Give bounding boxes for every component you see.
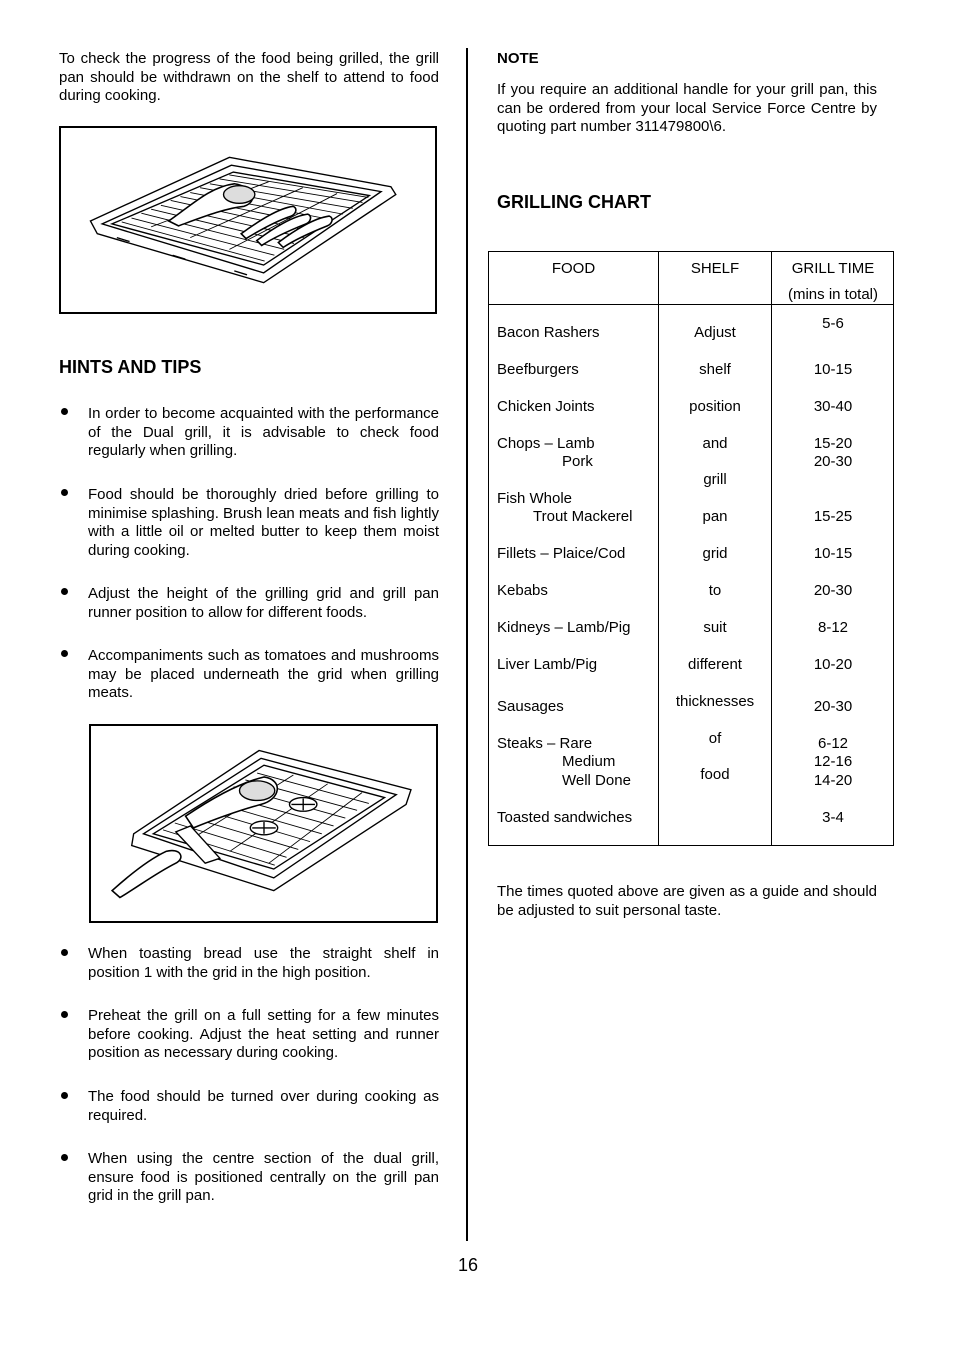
food-item: Beefburgers (497, 361, 579, 378)
food-item: Chicken Joints (497, 398, 595, 415)
note-text: If you require an additional handle for your grill pan, this can be ordered from your local Service Force Centre by quoting part number 311479800\6. (497, 81, 877, 135)
shelf-word: thicknesses (675, 693, 755, 710)
header-grill-time: GRILL TIME (791, 260, 875, 277)
food-item: Pork (562, 453, 593, 470)
grill-time: 20-30 (813, 698, 853, 715)
food-item: Well Done (562, 772, 631, 789)
hints-heading: HINTS AND TIPS (59, 357, 202, 377)
grill-time: 3-4 (822, 809, 844, 826)
bullet-icon (61, 408, 68, 415)
shelf-word: pan (702, 508, 728, 525)
shelf-word: position (689, 398, 741, 415)
shelf-word: Adjust (694, 324, 736, 341)
page-number: 16 (458, 1255, 479, 1275)
hint-item: Food should be thoroughly dried before grilling to minimise splashing. Brush lean meats and fish lightly with a little oil or melted butter to keep them moist during cooking. (88, 486, 439, 559)
grill-time: 5-6 (822, 315, 844, 332)
bullet-icon (61, 1011, 68, 1018)
food-item: Bacon Rashers (497, 324, 600, 341)
food-item: Trout Mackerel (533, 508, 633, 525)
shelf-word: and (702, 435, 728, 452)
grilling-chart-heading: GRILLING CHART (497, 192, 651, 212)
hint-item: When using the centre section of the dual grill, ensure food is positioned centrally on the grill pan grid in the grill pan. (88, 1150, 439, 1204)
grill-pan-sausages-illustration (61, 128, 435, 312)
grill-time: 10-15 (813, 545, 853, 562)
grill-time: 10-15 (813, 361, 853, 378)
grill-time: 12-16 (813, 753, 853, 770)
grill-pan-figure-1 (59, 126, 437, 314)
grill-time: 30-40 (813, 398, 853, 415)
intro-paragraph: To check the progress of the food being grilled, the grill pan should be withdrawn on the shelf to attend to food during cooking. (59, 50, 439, 104)
grill-time: 15-25 (813, 508, 853, 525)
food-item: Kidneys – Lamb/Pig (497, 619, 631, 636)
hint-item: The food should be turned over during cooking as required. (88, 1088, 439, 1124)
bullet-icon (61, 489, 68, 496)
hint-item: When toasting bread use the straight shelf in position 1 with the grid in the high position. (88, 945, 439, 981)
shelf-word: grid (702, 545, 728, 562)
grilling-chart-table (488, 251, 894, 846)
food-item: Liver Lamb/Pig (497, 656, 598, 673)
shelf-word: food (700, 766, 730, 783)
hint-item: In order to become acquainted with the performance of the Dual grill, it is advisable to check food regularly when grilling. (88, 405, 439, 459)
bullet-icon (61, 1154, 68, 1161)
food-item: Chops – Lamb (497, 435, 595, 452)
table-header-divider (489, 304, 893, 305)
shelf-word: different (688, 656, 742, 673)
column-divider (466, 48, 468, 1241)
shelf-word: grill (703, 471, 727, 488)
food-item: Kebabs (497, 582, 548, 599)
grill-time: 15-20 (813, 435, 853, 452)
hint-item: Accompaniments such as tomatoes and mushrooms may be placed underneath the grid when grilling meats. (88, 647, 439, 701)
grill-time: 10-20 (813, 656, 853, 673)
hint-item: Preheat the grill on a full setting for a few minutes before cooking. Adjust the heat setting and runner position as necessary during cooking. (88, 1007, 439, 1061)
grill-time: 6-12 (817, 735, 849, 752)
shelf-word: shelf (699, 361, 731, 378)
note-heading: NOTE (497, 50, 539, 67)
grill-time: 20-30 (813, 453, 853, 470)
food-item: Fillets – Plaice/Cod (497, 545, 626, 562)
header-shelf: SHELF (690, 260, 740, 277)
shelf-word: to (708, 582, 722, 599)
bullet-icon (61, 588, 68, 595)
grill-time: 8-12 (817, 619, 849, 636)
food-item: Medium (562, 753, 616, 770)
shelf-word: of (708, 730, 722, 747)
grill-pan-figure-2 (89, 724, 438, 923)
grill-time: 14-20 (813, 772, 853, 789)
grill-pan-tomatoes-illustration (91, 726, 436, 921)
bullet-icon (61, 1092, 68, 1099)
food-item: Sausages (497, 698, 564, 715)
shelf-word: suit (703, 619, 727, 636)
grill-time: 20-30 (813, 582, 853, 599)
food-item: Steaks – Rare (497, 735, 593, 752)
food-item: Fish Whole (497, 490, 573, 507)
food-item: Toasted sandwiches (497, 809, 633, 826)
guide-note: The times quoted above are given as a guide and should be adjusted to suit personal taste. (497, 883, 877, 919)
header-grill-time-sub: (mins in total) (787, 286, 879, 303)
hint-item: Adjust the height of the grilling grid and grill pan runner position to allow for different foods. (88, 585, 439, 621)
bullet-icon (61, 949, 68, 956)
bullet-icon (61, 650, 68, 657)
header-food: FOOD (551, 260, 596, 277)
